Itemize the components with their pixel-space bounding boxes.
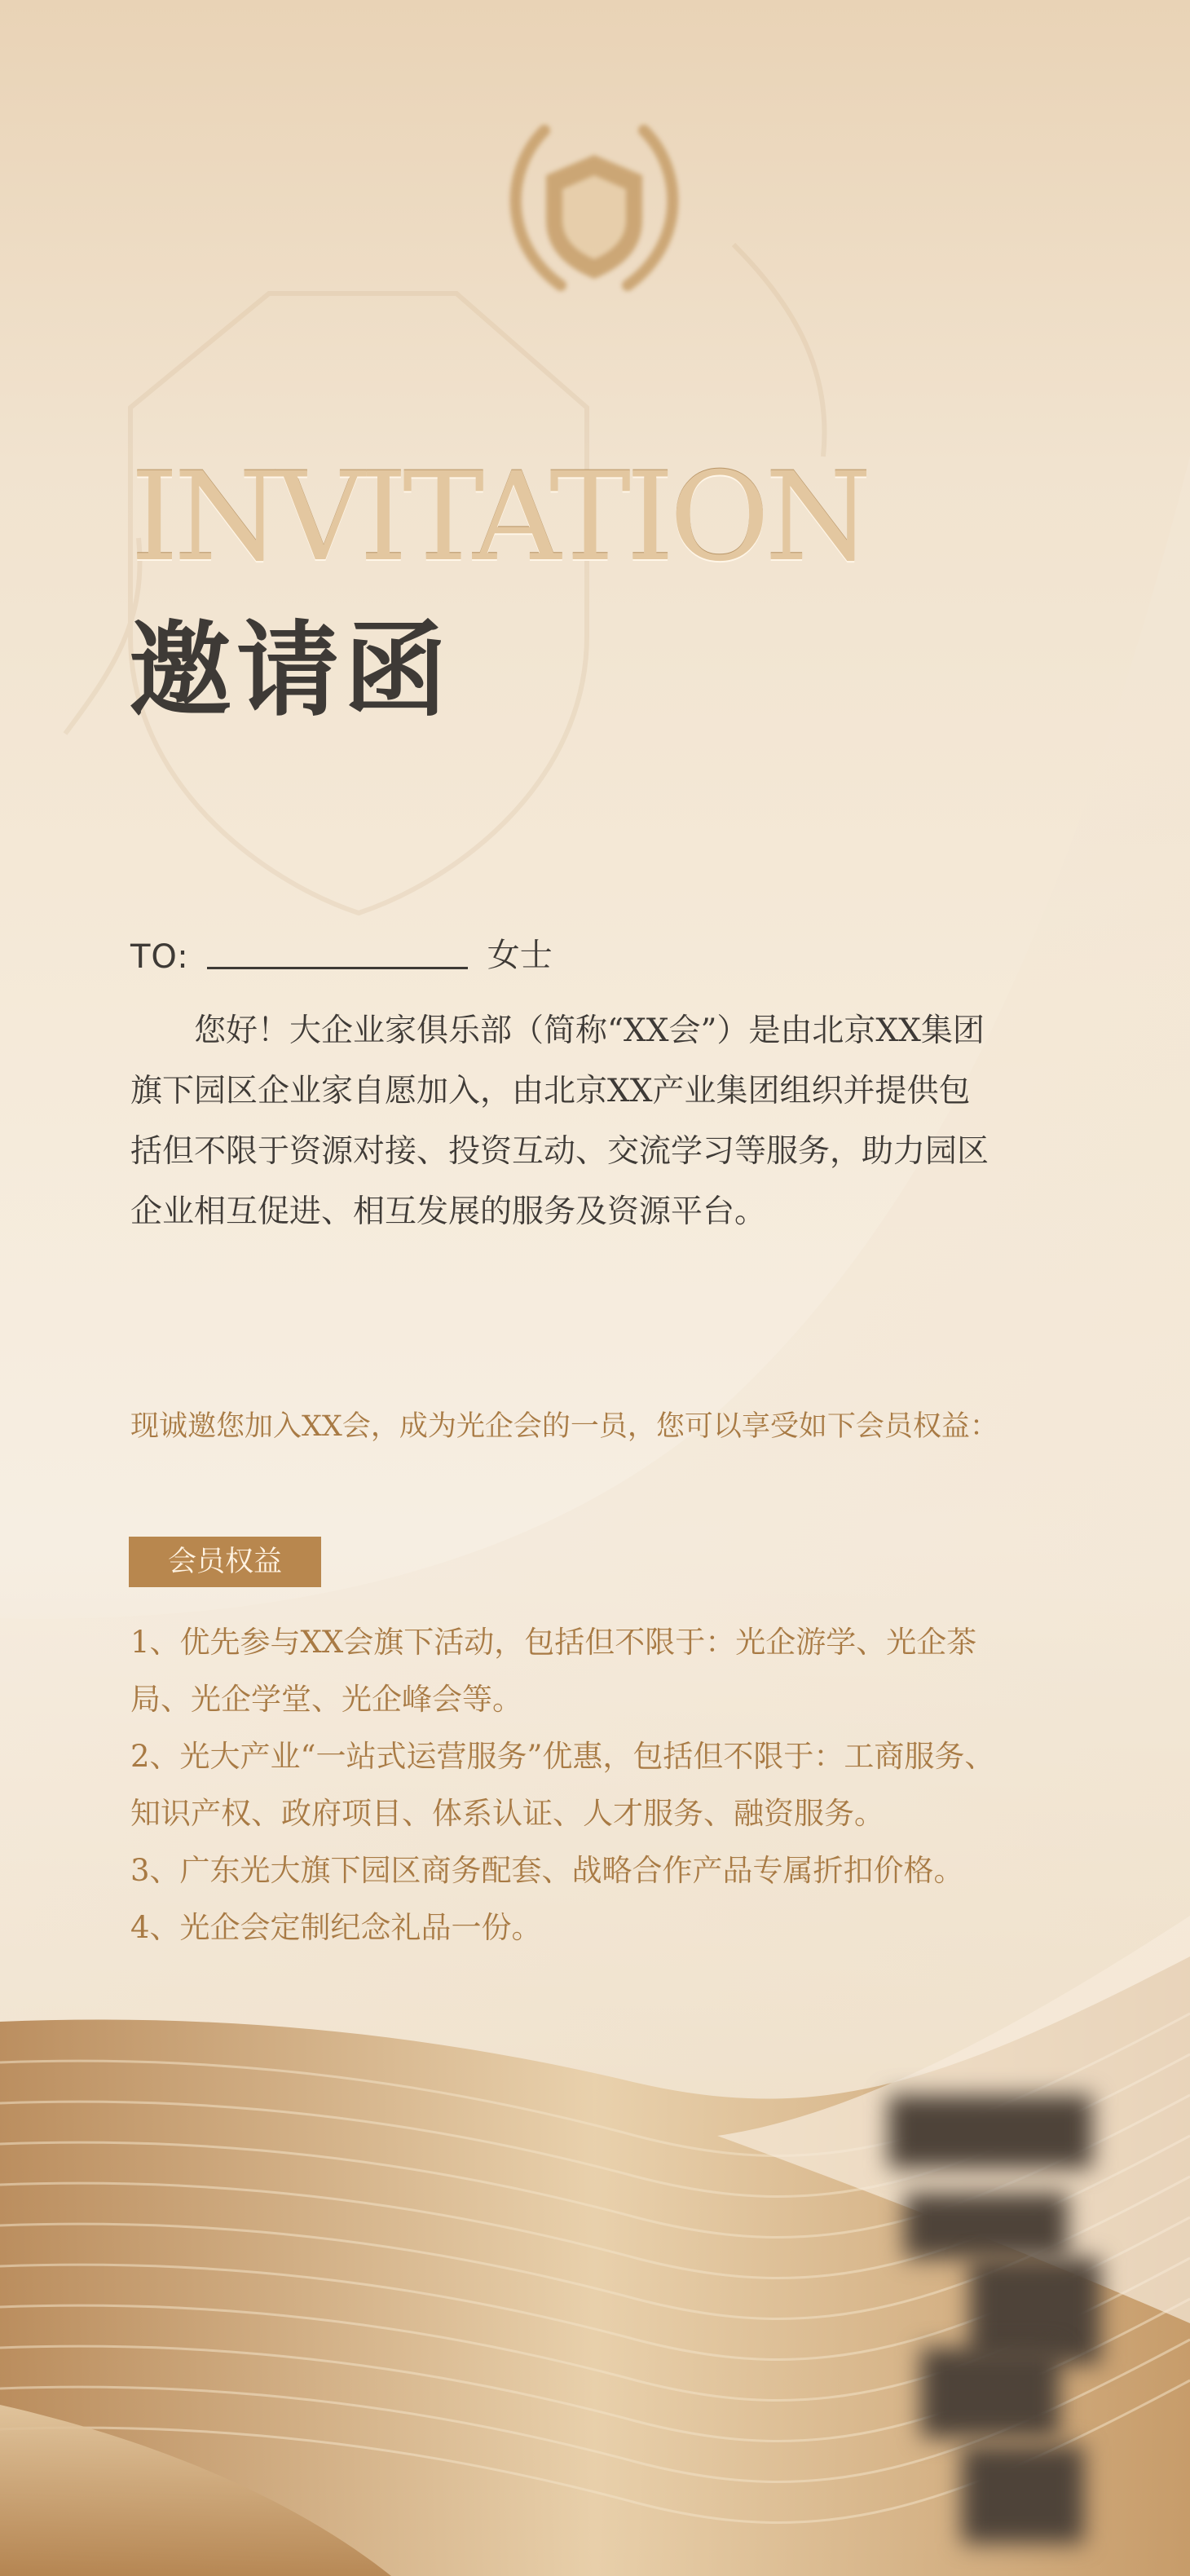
benefit-item: 4、光企会定制纪念礼品一份。 [130,1910,542,1945]
benefit-item: 2、光大产业“一站式运营服务”优惠，包括但不限于：工商服务、知识产权、政府项目、体系认证、人才服务、融资服务。 [130,1739,995,1831]
benefit-item: 1、优先参与XX会旗下活动，包括但不限于：光企游学、光企茶局、光企学堂、光企峰会等。 [130,1625,977,1717]
laurel-shield-emblem-icon [487,98,701,311]
to-label: TO: [130,938,189,976]
title-english: INVITATION [130,447,867,589]
benefits-tag: 会员权益 [129,1537,321,1587]
invite-line: 现诚邀您加入XX会，成为光企会的一员，您可以享受如下会员权益： [130,1410,998,1443]
recipient-line [130,929,553,976]
benefit-item: 3、广东光大旗下园区商务配套、战略合作产品专属折扣价格。 [130,1853,964,1888]
title-chinese: 邀请函 [129,611,452,730]
honorific: 女士 [487,937,553,974]
benefits-list [130,1614,1019,1956]
intro-paragraph: 您好！大企业家俱乐部（简称“XX会”）是由北京XX集团旗下园区企业家自愿加入，由北京XX产业集团组织并提供包括但不限于资源对接、投资互动、交流学习等服务，助力园区企业相互促进、相互发展的服务及资源平台。 [130,1012,989,1230]
recipient-name-blank [207,966,468,969]
